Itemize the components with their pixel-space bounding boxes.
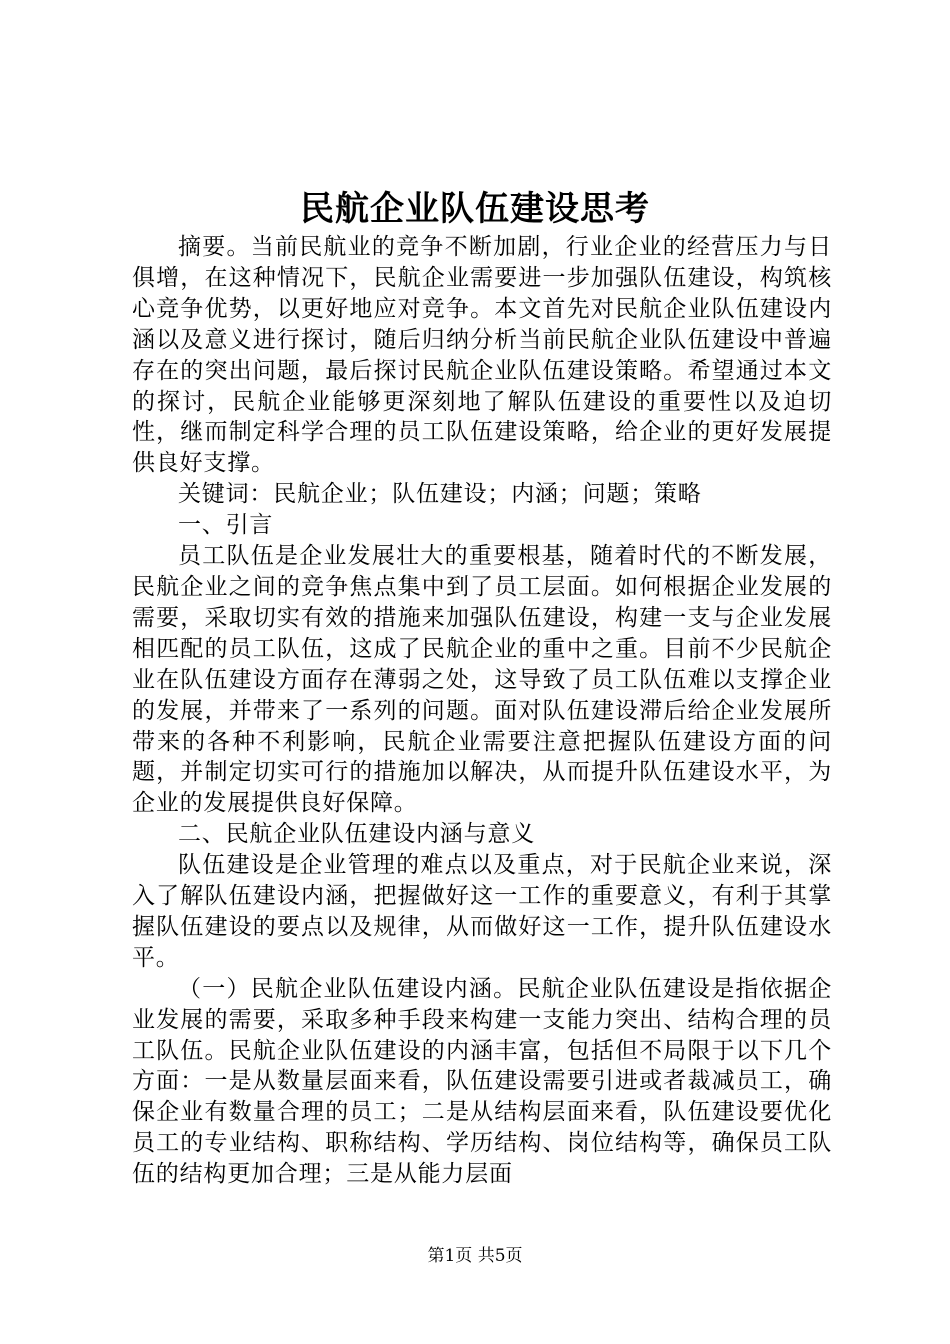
document-title: 民航企业队伍建设思考 [300, 189, 650, 229]
page-number-footer: 第1页 共5页 [427, 1246, 523, 1266]
section-heading-connotation: 二、民航企业队伍建设内涵与意义 [178, 821, 535, 848]
keywords-paragraph: 关键词：民航企业；队伍建设；内涵；问题；策略 [178, 481, 702, 508]
connotation-detail-paragraph: （一）民航企业队伍建设内涵。民航企业队伍建设是指依据企业发展的需要，采取多种手段来构建一支能力突出、结构合理的员工队伍。民航企业队伍建设的内涵丰富，包括但不局限于以下几个方面：一是从数量层面来看，队伍建设需要引进或者裁减员工，确保企业有数量合理的员工；二是从结构层面来看，队伍建设要优化员工的专业结构、职称结构、学历结构、岗位结构等，确保员工队伍的结构更加合理；三是从能力层面 [132, 975, 832, 1188]
abstract-paragraph: 摘要。当前民航业的竞争不断加剧，行业企业的经营压力与日俱增，在这种情况下，民航企业需要进一步加强队伍建设，构筑核心竞争优势，以更好地应对竞争。本文首先对民航企业队伍建设内涵以及意义进行探讨，随后归纳分析当前民航企业队伍建设中普遍存在的突出问题，最后探讨民航企业队伍建设策略。希望通过本文的探讨，民航企业能够更深刻地了解队伍建设的重要性以及迫切性，继而制定科学合理的员工队伍建设策略，给企业的更好发展提供良好支撑。 [132, 234, 832, 477]
document-body [132, 232, 832, 1190]
connotation-intro-paragraph: 队伍建设是企业管理的难点以及重点，对于民航企业来说，深入了解队伍建设内涵，把握做好这一工作的重要意义，有利于其掌握队伍建设的要点以及规律，从而做好这一工作，提升队伍建设水平。 [132, 852, 832, 971]
introduction-paragraph: 员工队伍是企业发展壮大的重要根基，随着时代的不断发展，民航企业之间的竞争焦点集中到了员工层面。如何根据企业发展的需要，采取切实有效的措施来加强队伍建设，构建一支与企业发展相匹配的员工队伍，这成了民航企业的重中之重。目前不少民航企业在队伍建设方面存在薄弱之处，这导致了员工队伍难以支撑企业的发展，并带来了一系列的问题。面对队伍建设滞后给企业发展所带来的各种不利影响，民航企业需要注意把握队伍建设方面的问题，并制定切实可行的措施加以解决，从而提升队伍建设水平，为企业的发展提供良好保障。 [132, 543, 832, 817]
section-heading-introduction: 一、引言 [178, 512, 274, 539]
